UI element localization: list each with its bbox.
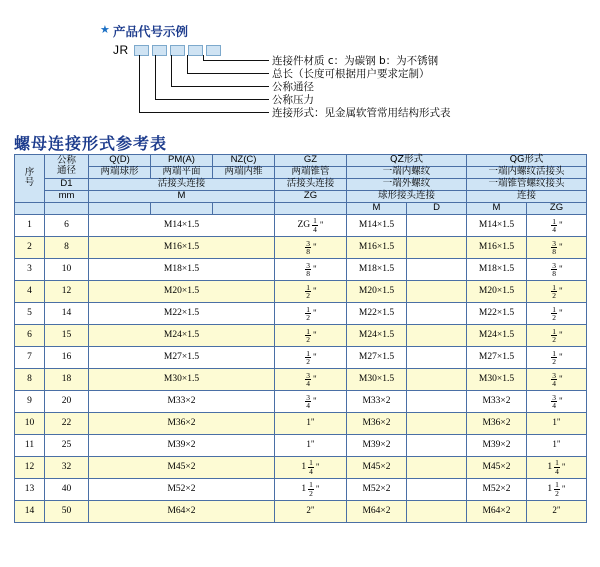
reference-table [14, 154, 587, 523]
code-box [134, 45, 149, 56]
header-qg-connect2: 连接 [467, 190, 587, 202]
header-group-q: Q(D) [89, 155, 151, 167]
leader-line-h [139, 112, 269, 113]
cell-dn: 22 [45, 412, 89, 434]
cell-qz-d [407, 368, 467, 390]
cell-qg-zg: $\frac{1}{2}$ " [527, 302, 587, 324]
cell-qg-m: M33×2 [467, 390, 527, 412]
cell-qz-d [407, 390, 467, 412]
code-box [170, 45, 185, 56]
cell-dn: 15 [45, 324, 89, 346]
header-blank [213, 202, 275, 214]
page-title: 螺母连接形式参考表 [14, 136, 168, 153]
table-row [15, 456, 587, 478]
cell-seq: 7 [15, 346, 45, 368]
cell-qg-zg: $\frac{1}{2}$ " [527, 280, 587, 302]
diagram-label-connection-type: 连接形式：见金属软管常用结构形式表 [272, 107, 451, 119]
table-row [15, 324, 587, 346]
table-header-row [15, 155, 587, 167]
cell-thread-m: M30×1.5 [89, 368, 275, 390]
cell-gz: $\frac{3}{8}$ " [275, 258, 347, 280]
header-blank [275, 202, 347, 214]
header-q-connect: 活接头连接 [89, 178, 275, 190]
header-dn-unit: mm [45, 190, 89, 202]
cell-thread-m: M18×1.5 [89, 258, 275, 280]
cell-qg-m: M64×2 [467, 500, 527, 522]
code-box [206, 45, 221, 56]
cell-qz-m: M20×1.5 [347, 280, 407, 302]
table-row [15, 258, 587, 280]
cell-seq: 2 [15, 236, 45, 258]
leader-line-h [155, 99, 269, 100]
cell-qz-d [407, 478, 467, 500]
header-group-qg: QG形式 [467, 155, 587, 167]
header-qz-d: D [407, 202, 467, 214]
cell-qg-m: M18×1.5 [467, 258, 527, 280]
cell-qg-m: M22×1.5 [467, 302, 527, 324]
header-blank [151, 202, 213, 214]
cell-seq: 5 [15, 302, 45, 324]
cell-qg-m: M16×1.5 [467, 236, 527, 258]
header-blank [15, 202, 45, 214]
cell-dn: 16 [45, 346, 89, 368]
cell-qg-zg: $\frac{1}{4}$ " [527, 214, 587, 236]
cell-thread-m: M14×1.5 [89, 214, 275, 236]
cell-dn: 40 [45, 478, 89, 500]
table-row [15, 412, 587, 434]
header-qg-m: M [467, 202, 527, 214]
cell-gz: 1" [275, 412, 347, 434]
cell-qz-m: M16×1.5 [347, 236, 407, 258]
table-body [15, 214, 587, 522]
diagram-label-length: 总长（长度可根据用户要求定制） [272, 68, 430, 80]
cell-qz-m: M36×2 [347, 412, 407, 434]
cell-qg-m: M20×1.5 [467, 280, 527, 302]
product-code-diagram [0, 0, 600, 132]
table-header-row [15, 166, 587, 178]
cell-gz: 1" [275, 434, 347, 456]
cell-qz-d [407, 258, 467, 280]
cell-seq: 10 [15, 412, 45, 434]
table-row [15, 500, 587, 522]
diagram-label-nominal-pressure: 公称压力 [272, 94, 314, 106]
table-row [15, 368, 587, 390]
leader-line-v [139, 55, 140, 113]
cell-qg-zg: 2" [527, 500, 587, 522]
cell-gz: 1 $\frac{1}{2}$ " [275, 478, 347, 500]
cell-qz-d [407, 500, 467, 522]
cell-thread-m: M20×1.5 [89, 280, 275, 302]
cell-qz-d [407, 412, 467, 434]
header-blank [89, 202, 151, 214]
leader-line-h [171, 86, 269, 87]
cell-qg-m: M27×1.5 [467, 346, 527, 368]
cell-thread-m: M45×2 [89, 456, 275, 478]
cell-qz-d [407, 434, 467, 456]
cell-gz: 1 $\frac{1}{4}$ " [275, 456, 347, 478]
cell-gz: $\frac{1}{2}$ " [275, 324, 347, 346]
cell-qz-d [407, 456, 467, 478]
table-header-row [15, 178, 587, 190]
table-row [15, 236, 587, 258]
header-gz-connect: 活接头连接 [275, 178, 347, 190]
cell-qg-zg: 1 $\frac{1}{2}$ " [527, 478, 587, 500]
cell-qz-d [407, 324, 467, 346]
leader-line-v [187, 55, 188, 74]
cell-thread-m: M64×2 [89, 500, 275, 522]
cell-qz-m: M18×1.5 [347, 258, 407, 280]
cell-seq: 1 [15, 214, 45, 236]
star-icon: ★ [100, 24, 110, 36]
cell-seq: 11 [15, 434, 45, 456]
leader-line-h [187, 73, 269, 74]
header-group-pm: PM(A) [151, 155, 213, 167]
cell-qg-m: M45×2 [467, 456, 527, 478]
cell-dn: 10 [45, 258, 89, 280]
cell-qg-m: M30×1.5 [467, 368, 527, 390]
cell-seq: 9 [15, 390, 45, 412]
cell-qg-zg: $\frac{1}{2}$ " [527, 346, 587, 368]
leader-line-v [155, 55, 156, 100]
cell-qg-zg: $\frac{3}{4}$ " [527, 390, 587, 412]
header-col-m: M [89, 190, 275, 202]
cell-seq: 6 [15, 324, 45, 346]
cell-gz: $\frac{1}{2}$ " [275, 302, 347, 324]
header-group-nz: NZ(C) [213, 155, 275, 167]
cell-gz: $\frac{1}{2}$ " [275, 280, 347, 302]
cell-gz: $\frac{3}{4}$ " [275, 390, 347, 412]
header-qg-connect: 一端锥管螺纹接头 [467, 178, 587, 190]
cell-qg-m: M24×1.5 [467, 324, 527, 346]
table-row [15, 280, 587, 302]
header-dn: 公称 通径 [45, 155, 89, 179]
header-nz-desc: 两端内维 [213, 166, 275, 178]
cell-dn: 12 [45, 280, 89, 302]
header-qg-zg: ZG [527, 202, 587, 214]
cell-thread-m: M36×2 [89, 412, 275, 434]
cell-qg-m: M39×2 [467, 434, 527, 456]
cell-dn: 18 [45, 368, 89, 390]
cell-qg-zg: $\frac{3}{4}$ " [527, 368, 587, 390]
cell-qg-m: M14×1.5 [467, 214, 527, 236]
cell-gz: $\frac{1}{2}$ " [275, 346, 347, 368]
header-col-zg: ZG [275, 190, 347, 202]
header-pm-desc: 两端平面 [151, 166, 213, 178]
cell-gz: $\frac{3}{4}$ " [275, 368, 347, 390]
table-row [15, 346, 587, 368]
cell-dn: 32 [45, 456, 89, 478]
cell-dn: 14 [45, 302, 89, 324]
cell-qz-m: M64×2 [347, 500, 407, 522]
code-box [188, 45, 203, 56]
header-qz-desc: 一端内螺纹 [347, 166, 467, 178]
header-qg-desc: 一端内螺纹活接头 [467, 166, 587, 178]
cell-thread-m: M33×2 [89, 390, 275, 412]
cell-qg-zg: $\frac{3}{8}$ " [527, 236, 587, 258]
header-gz-desc: 两端锥管 [275, 166, 347, 178]
cell-dn: 50 [45, 500, 89, 522]
header-blank [45, 202, 89, 214]
header-group-gz: GZ [275, 155, 347, 167]
cell-qg-m: M36×2 [467, 412, 527, 434]
cell-thread-m: M52×2 [89, 478, 275, 500]
table-row [15, 434, 587, 456]
header-seq: 序 号 [15, 155, 45, 203]
cell-seq: 12 [15, 456, 45, 478]
cell-qz-d [407, 236, 467, 258]
diagram-label-material: 连接件材质 c：为碳钢 b：为不锈钢 [272, 55, 439, 67]
cell-thread-m: M16×1.5 [89, 236, 275, 258]
cell-dn: 20 [45, 390, 89, 412]
header-qz-connect2: 球形接头连接 [347, 190, 467, 202]
cell-qz-m: M30×1.5 [347, 368, 407, 390]
leader-line-v [171, 55, 172, 87]
table-row [15, 390, 587, 412]
cell-gz: $\frac{3}{8}$ " [275, 236, 347, 258]
header-dn-symbol: D1 [45, 178, 89, 190]
cell-qz-m: M52×2 [347, 478, 407, 500]
cell-qg-zg: 1" [527, 412, 587, 434]
cell-qg-zg: $\frac{1}{2}$ " [527, 324, 587, 346]
cell-qg-zg: 1 $\frac{1}{4}$ " [527, 456, 587, 478]
cell-qz-m: M33×2 [347, 390, 407, 412]
cell-thread-m: M22×1.5 [89, 302, 275, 324]
code-boxes [134, 45, 221, 56]
table-header-row [15, 190, 587, 202]
cell-qz-m: M39×2 [347, 434, 407, 456]
diagram-label-nominal-diameter: 公称通径 [272, 81, 314, 93]
cell-seq: 3 [15, 258, 45, 280]
cell-qg-m: M52×2 [467, 478, 527, 500]
cell-qz-d [407, 346, 467, 368]
cell-dn: 25 [45, 434, 89, 456]
header-q-desc: 两端球形 [89, 166, 151, 178]
cell-thread-m: M39×2 [89, 434, 275, 456]
cell-seq: 13 [15, 478, 45, 500]
cell-qg-zg: $\frac{3}{8}$ " [527, 258, 587, 280]
cell-thread-m: M24×1.5 [89, 324, 275, 346]
cell-qz-d [407, 280, 467, 302]
header-qz-m: M [347, 202, 407, 214]
cell-qz-m: M45×2 [347, 456, 407, 478]
code-prefix: JR [113, 43, 129, 57]
cell-dn: 8 [45, 236, 89, 258]
table-row [15, 478, 587, 500]
header-qz-connect: 一端外螺纹 [347, 178, 467, 190]
cell-qz-d [407, 214, 467, 236]
table-row [15, 214, 587, 236]
leader-line-h [203, 60, 269, 61]
header-group-qz: QZ形式 [347, 155, 467, 167]
cell-qz-m: M14×1.5 [347, 214, 407, 236]
diagram-title: 产品代号示例 [113, 25, 189, 39]
cell-qz-m: M24×1.5 [347, 324, 407, 346]
cell-gz: ZG $\frac{1}{4}$ " [275, 214, 347, 236]
cell-qz-m: M27×1.5 [347, 346, 407, 368]
cell-seq: 8 [15, 368, 45, 390]
cell-qg-zg: 1" [527, 434, 587, 456]
cell-seq: 4 [15, 280, 45, 302]
nut-connection-table [14, 154, 586, 523]
cell-qz-d [407, 302, 467, 324]
cell-dn: 6 [45, 214, 89, 236]
table-subheader-row [15, 202, 587, 214]
cell-gz: 2" [275, 500, 347, 522]
table-row [15, 302, 587, 324]
cell-seq: 14 [15, 500, 45, 522]
cell-qz-m: M22×1.5 [347, 302, 407, 324]
cell-thread-m: M27×1.5 [89, 346, 275, 368]
